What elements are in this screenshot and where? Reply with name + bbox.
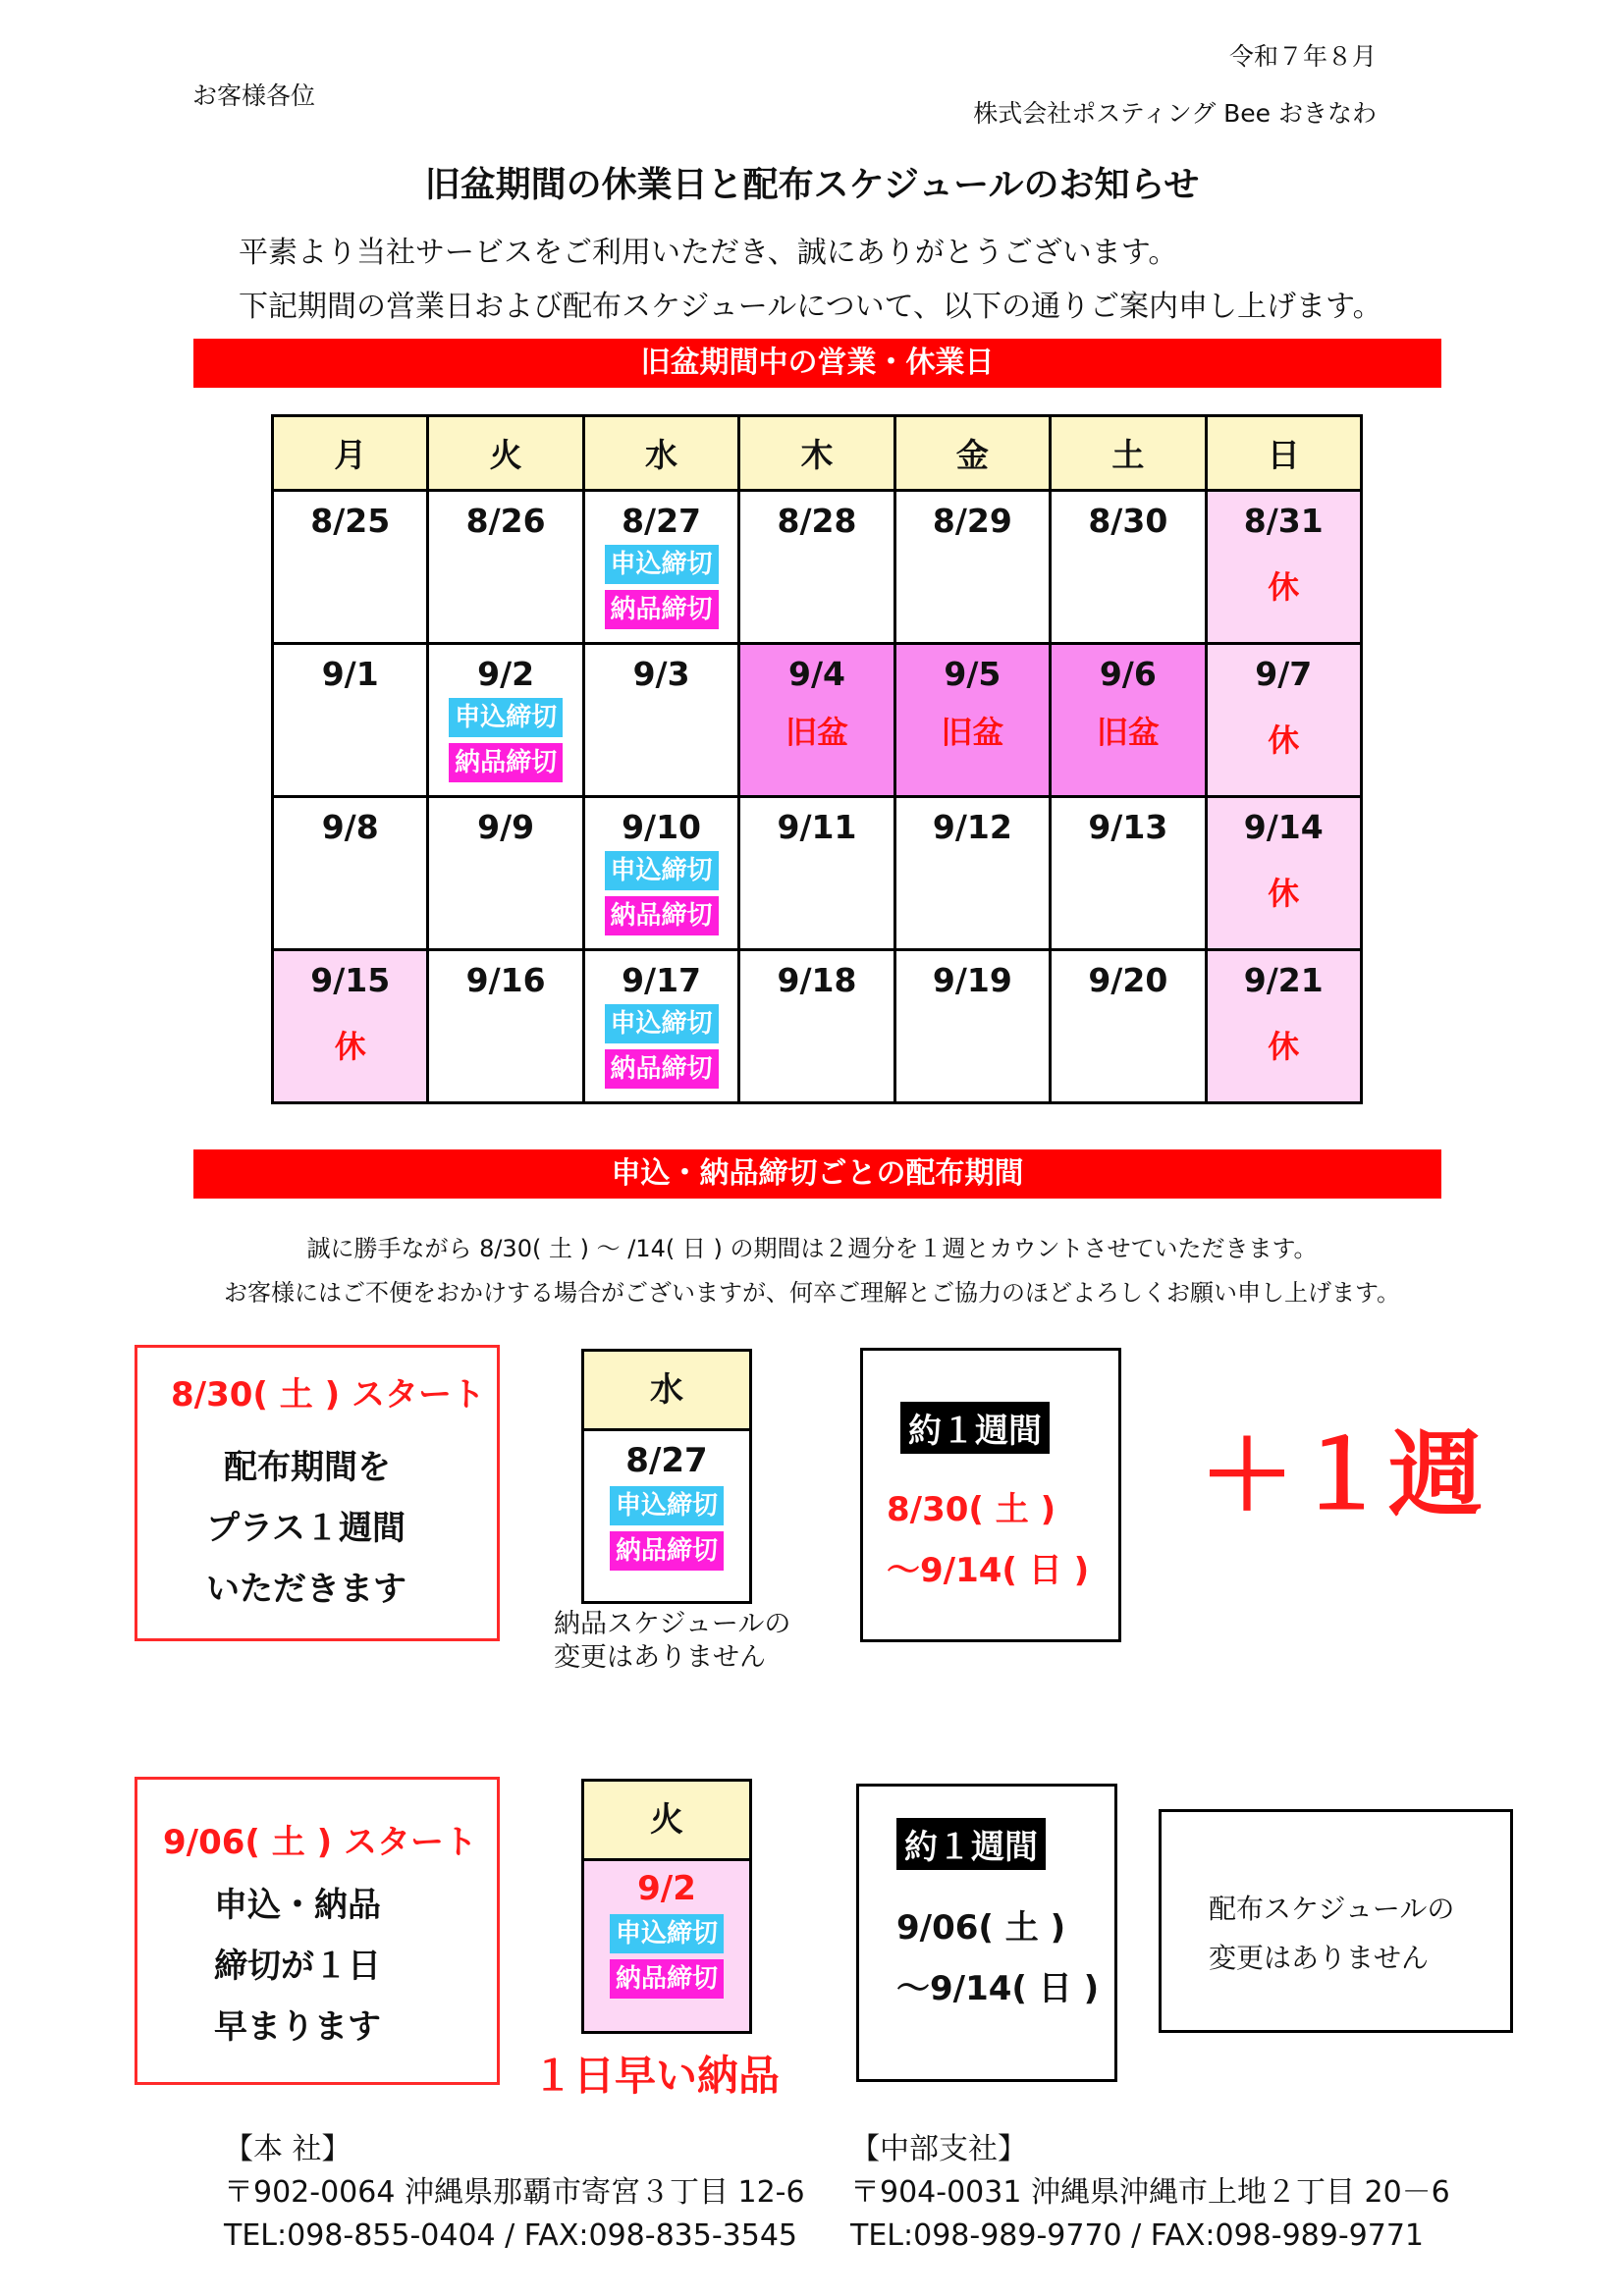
calendar-date: 9/3: [632, 655, 690, 693]
case1-deadline-card: [581, 1349, 752, 1604]
hq-tel: TEL:098-855-0404 / FAX:098-835-3545: [224, 2218, 798, 2253]
holiday-mark: 休: [1268, 1028, 1300, 1065]
calendar-day-cell: [739, 950, 894, 1103]
calendar-day-cell: [894, 644, 1050, 797]
calendar-date: 9/19: [932, 961, 1012, 999]
page-title: 旧盆期間の休業日と配布スケジュールのお知らせ: [424, 165, 1200, 205]
footer-branch: [850, 2128, 1450, 2258]
calendar-day-cell: [583, 491, 738, 644]
delivery-deadline-badge: 納品締切: [449, 743, 563, 782]
holiday-mark: 休: [1268, 875, 1300, 912]
calendar-body: [273, 491, 1362, 1103]
case1-card-date: 8/27: [625, 1441, 708, 1480]
case1-line3: いただきます: [206, 1570, 406, 1609]
notice-line-2: お客様にはご不便をおかけする場合がございますが、何卒ご理解とご協力のほどよろしくお願い申し上げます。: [223, 1279, 1401, 1307]
calendar-day-cell: [583, 644, 738, 797]
case1-delivery-note-line1: 納品スケジュールの: [554, 1609, 791, 1639]
calendar-day-cell: [273, 950, 428, 1103]
case1-period-start: 8/30( 土 ): [887, 1490, 1056, 1529]
calendar-date: 8/28: [777, 502, 857, 540]
apply-deadline-badge: 申込締切: [610, 1914, 724, 1953]
obon-mark: 旧盆: [941, 714, 1004, 751]
apply-deadline-badge: 申込締切: [610, 1486, 724, 1525]
calendar-day-cell: [428, 950, 583, 1103]
section-bar-distribution-period: 申込・納品締切ごとの配布期間: [193, 1149, 1441, 1199]
weekday-header: 火: [428, 416, 583, 491]
calendar-week-row: [273, 797, 1362, 950]
calendar-date: 9/6: [1099, 655, 1157, 693]
calendar-week-row: [273, 644, 1362, 797]
delivery-deadline-badge: 納品締切: [605, 590, 719, 629]
calendar-date: 9/9: [477, 808, 535, 846]
case2-line2: 締切が１日: [214, 1947, 381, 1986]
calendar-date: 9/4: [787, 655, 845, 693]
case2-deadline-card: [581, 1779, 752, 2034]
case1-delivery-note: [554, 1608, 790, 1675]
calendar-date: 9/2: [477, 655, 535, 693]
apply-deadline-badge: 申込締切: [605, 851, 719, 890]
calendar-day-cell: [1051, 950, 1206, 1103]
case1-approx-week-tag: 約１週間: [900, 1402, 1050, 1454]
calendar-date: 8/26: [465, 502, 546, 540]
calendar-week-row: [273, 491, 1362, 644]
weekday-header: 金: [894, 416, 1050, 491]
calendar-date: 9/10: [622, 808, 702, 846]
section-bar-business-days: 旧盆期間中の営業・休業日: [193, 339, 1441, 388]
case2-approx-week-tag: 約１週間: [896, 1818, 1046, 1870]
case1-delivery-note-line2: 変更はありません: [554, 1642, 766, 1673]
case2-period-end: ～9/14( 日 ): [896, 1969, 1100, 2008]
calendar-date: 9/8: [321, 808, 379, 846]
holiday-mark: 休: [1268, 568, 1300, 606]
footer-headquarters: [224, 2128, 805, 2258]
calendar-day-cell: [273, 644, 428, 797]
calendar-date: 9/11: [777, 808, 857, 846]
calendar-day-cell: [1051, 644, 1206, 797]
weekday-header: 木: [739, 416, 894, 491]
weekday-header: 水: [583, 416, 738, 491]
calendar-date: 9/1: [321, 655, 379, 693]
calendar-day-cell: [273, 491, 428, 644]
delivery-deadline-badge: 納品締切: [610, 1959, 724, 1999]
calendar-date: 9/14: [1243, 808, 1324, 846]
hq-title: 【本 社】: [224, 2132, 352, 2166]
calendar-date: 8/31: [1243, 502, 1324, 540]
company-name: 株式会社ポスティング Bee おきなわ: [973, 99, 1377, 128]
calendar-date: 9/5: [944, 655, 1001, 693]
calendar-day-cell: [1206, 950, 1361, 1103]
case1-start: 8/30( 土 ) スタート: [171, 1375, 485, 1415]
case2-info-line2: 変更はありません: [1209, 1942, 1430, 1974]
calendar-day-cell: [1206, 797, 1361, 950]
calendar-date: 9/7: [1255, 655, 1313, 693]
weekday-header: 月: [273, 416, 428, 491]
case2-start: 9/06( 土 ) スタート: [163, 1823, 477, 1862]
calendar-date: 9/21: [1243, 961, 1324, 999]
apply-deadline-badge: 申込締切: [605, 545, 719, 584]
calendar-day-cell: [1206, 644, 1361, 797]
intro-line-2: 下記期間の営業日および配布スケジュールについて、以下の通りご案内申し上げます。: [239, 290, 1382, 324]
calendar-date: 8/30: [1088, 502, 1168, 540]
recipient: お客様各位: [192, 81, 316, 110]
holiday-mark: 休: [1268, 721, 1300, 759]
calendar-day-cell: [739, 797, 894, 950]
calendar-day-cell: [583, 950, 738, 1103]
calendar-date: 9/20: [1088, 961, 1168, 999]
delivery-deadline-badge: 納品締切: [610, 1531, 724, 1571]
case1-period-box: [860, 1348, 1121, 1642]
calendar-day-cell: [894, 491, 1050, 644]
calendar-day-cell: [894, 797, 1050, 950]
delivery-deadline-badge: 納品締切: [605, 1049, 719, 1089]
case2-period-box: [856, 1784, 1117, 2082]
apply-deadline-badge: 申込締切: [605, 1004, 719, 1043]
case2-card-date: 9/2: [637, 1869, 696, 1908]
hq-address: 〒902-0064 沖縄県那覇市寄宮３丁目 12-6: [224, 2175, 805, 2210]
calendar-date: 8/25: [310, 502, 391, 540]
calendar-day-cell: [1051, 491, 1206, 644]
case2-line1: 申込・納品: [214, 1886, 381, 1925]
plus-one-week: ＋１週: [1200, 1420, 1483, 1530]
calendar-date: 9/18: [777, 961, 857, 999]
branch-tel: TEL:098-989-9770 / FAX:098-989-9771: [850, 2218, 1425, 2253]
branch-address: 〒904-0031 沖縄県沖縄市上地２丁目 20－6: [850, 2175, 1450, 2210]
calendar-week-row: [273, 950, 1362, 1103]
case1-period-end: ～9/14( 日 ): [887, 1551, 1090, 1590]
calendar-day-cell: [894, 950, 1050, 1103]
calendar-day-cell: [583, 797, 738, 950]
case2-period-start: 9/06( 土 ): [896, 1908, 1066, 1948]
case1-line1: 配布期間を: [224, 1448, 391, 1487]
calendar-day-cell: [739, 491, 894, 644]
calendar-day-cell: [428, 644, 583, 797]
calendar-date: 9/12: [932, 808, 1012, 846]
holiday-mark: 休: [334, 1028, 366, 1065]
case1-summary-box: [135, 1345, 500, 1641]
case2-line3: 早まります: [214, 2007, 381, 2047]
notice-line-1: 誠に勝手ながら 8/30( 土 ) ～ /14( 日 ) の期間は２週分を１週とカウントさせていただきます。: [306, 1235, 1318, 1262]
case1-card-weekday: 水: [584, 1352, 749, 1431]
case2-early-delivery: １日早い納品: [532, 2052, 781, 2100]
calendar-day-cell: [1051, 797, 1206, 950]
intro-line-1: 平素より当社サービスをご利用いただき、誠にありがとうございます。: [239, 236, 1178, 270]
calendar-date: 8/27: [622, 502, 702, 540]
issue-date: 令和７年８月: [1228, 42, 1377, 71]
case2-info-line1: 配布スケジュールの: [1209, 1893, 1455, 1925]
case1-line2: プラス１週間: [206, 1509, 406, 1548]
obon-mark: 旧盆: [1096, 714, 1160, 751]
delivery-deadline-badge: 納品締切: [605, 896, 719, 935]
obon-mark: 旧盆: [785, 714, 848, 751]
calendar-day-cell: [428, 797, 583, 950]
calendar-day-cell: [428, 491, 583, 644]
weekday-header: 土: [1051, 416, 1206, 491]
branch-title: 【中部支社】: [850, 2132, 1027, 2166]
calendar-day-cell: [1206, 491, 1361, 644]
calendar-table: [271, 414, 1363, 1104]
weekday-header: 日: [1206, 416, 1361, 491]
calendar-day-cell: [273, 797, 428, 950]
calendar-date: 9/13: [1088, 808, 1168, 846]
calendar-header-row: [273, 416, 1362, 491]
apply-deadline-badge: 申込締切: [449, 698, 563, 737]
calendar-date: 9/15: [310, 961, 391, 999]
calendar-day-cell: [739, 644, 894, 797]
case2-info-box: [1159, 1809, 1513, 2033]
calendar-date: 9/17: [622, 961, 702, 999]
calendar-date: 9/16: [465, 961, 546, 999]
case2-card-weekday: 火: [584, 1782, 749, 1861]
calendar-date: 8/29: [932, 502, 1012, 540]
case2-summary-box: [135, 1777, 500, 2085]
